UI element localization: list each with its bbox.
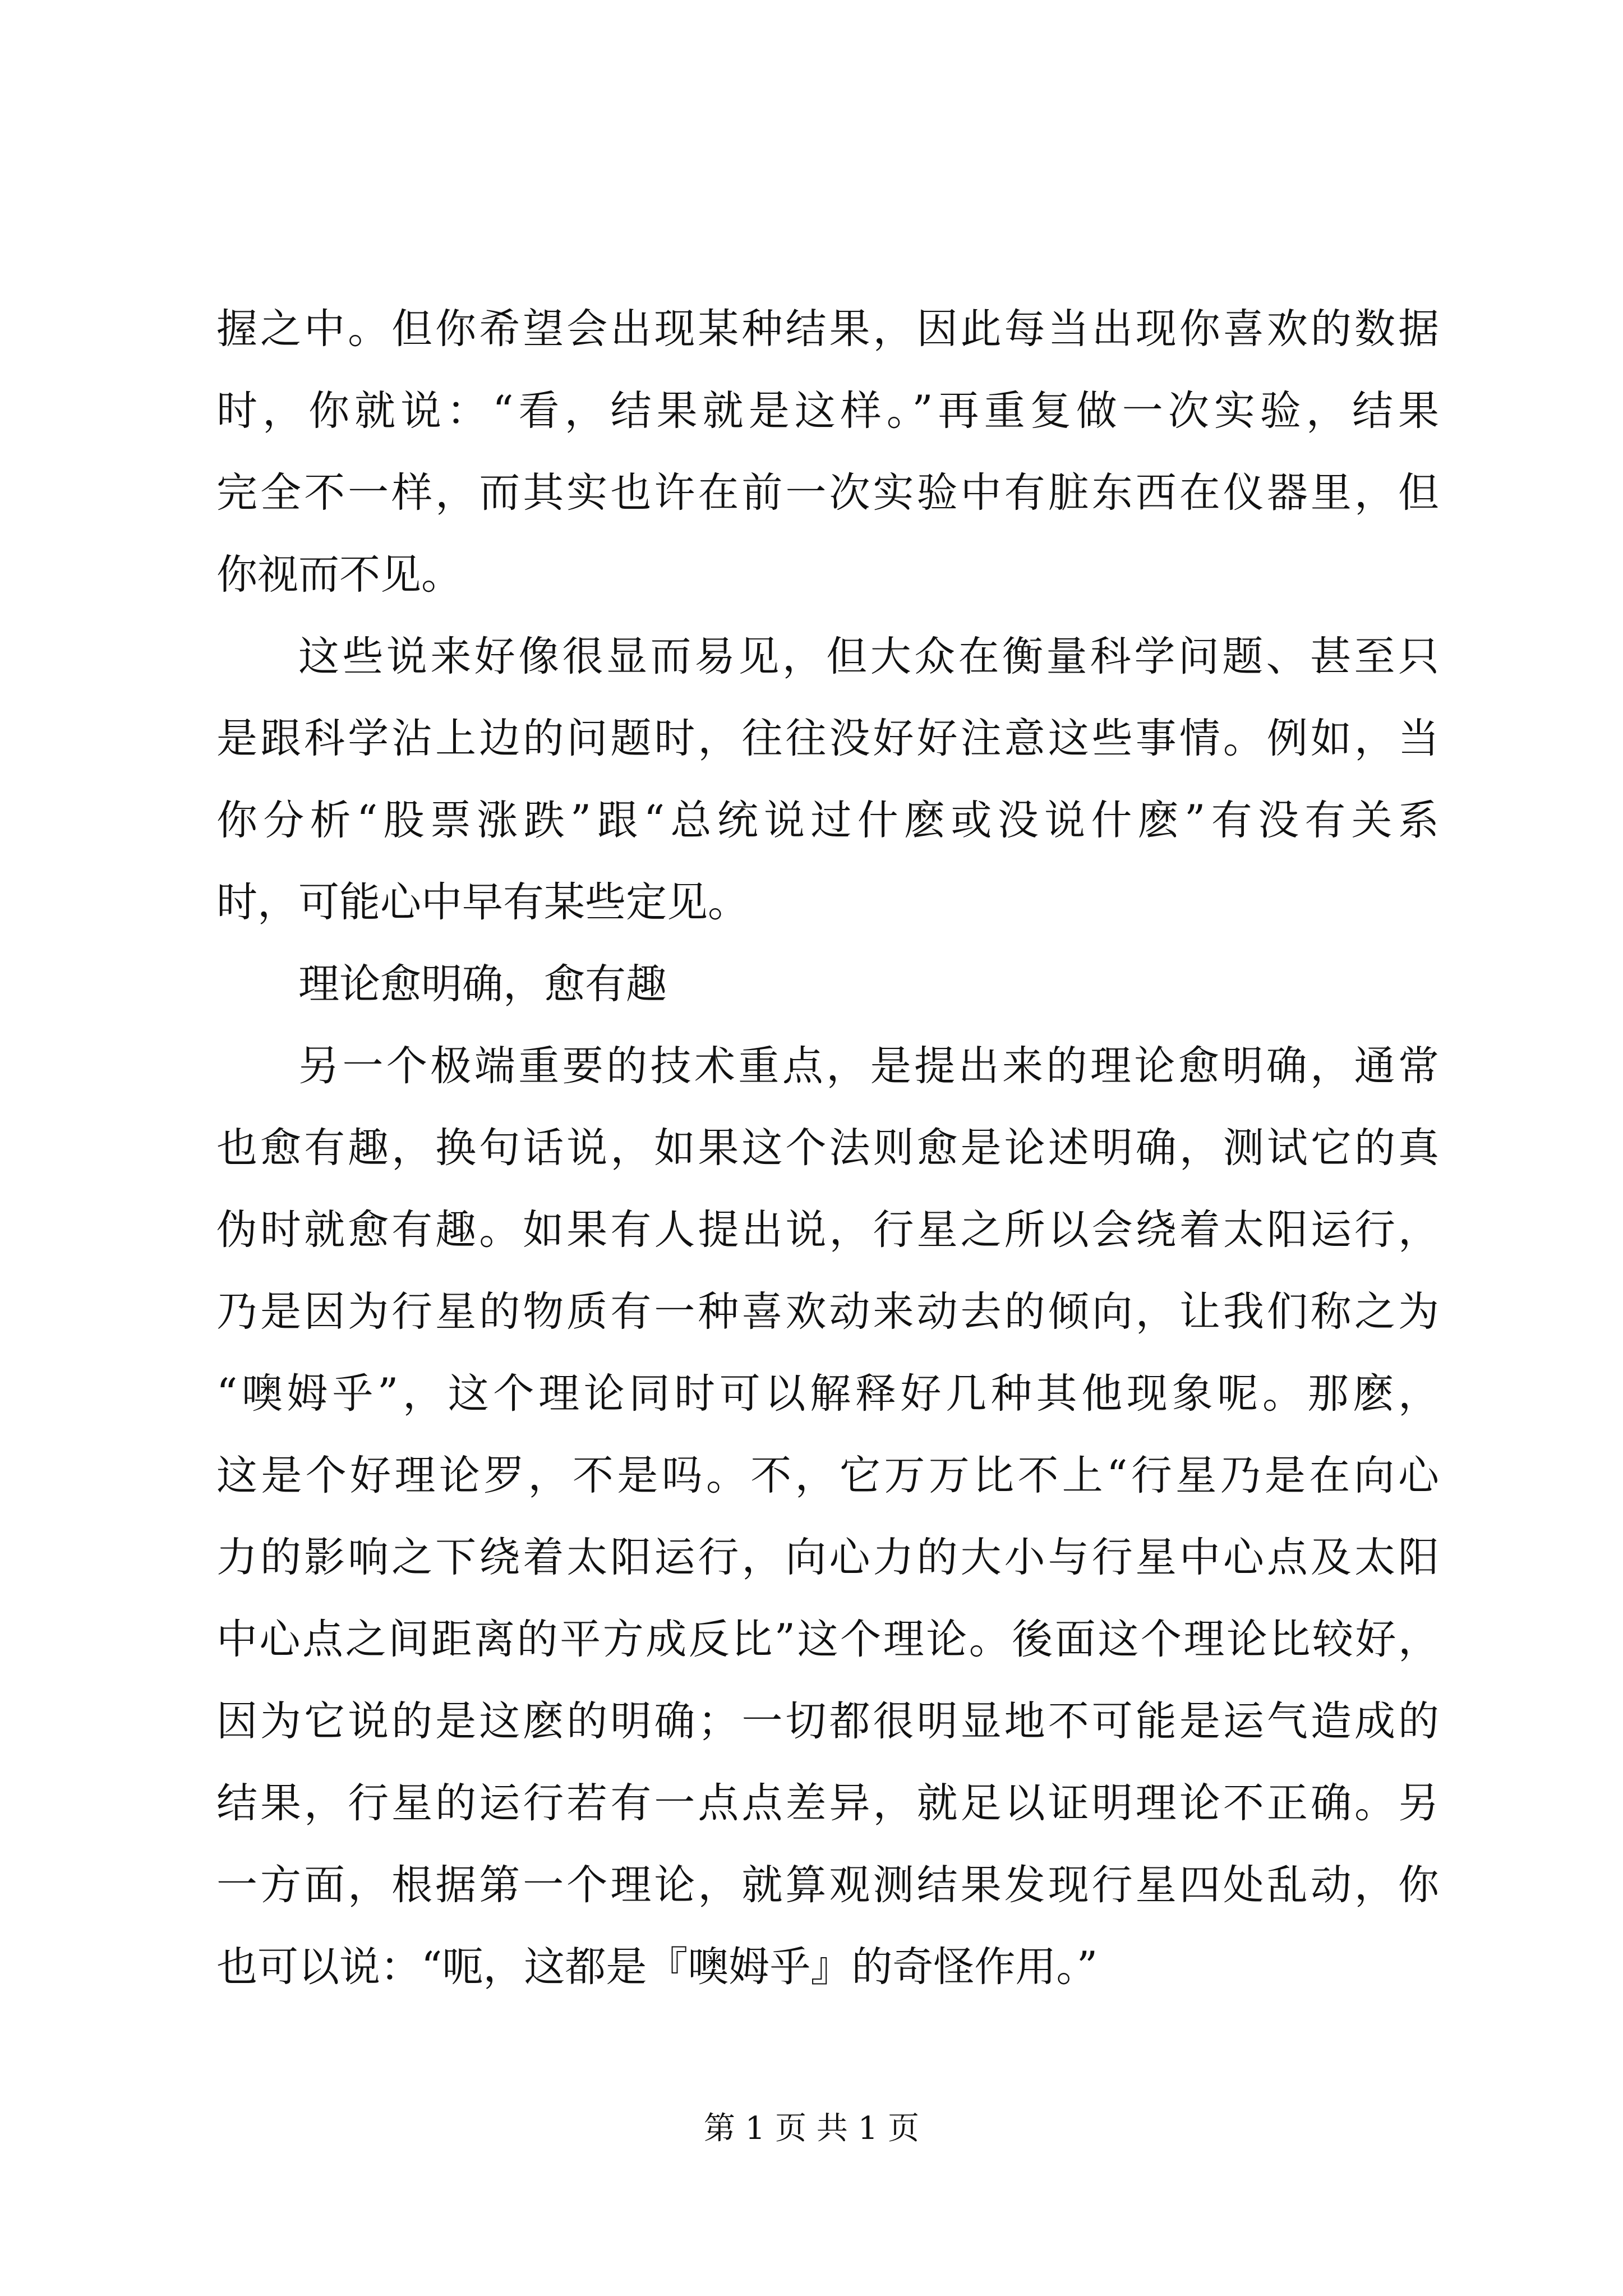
text-line: 另一个极端重要的技术重点，是提出来的理论愈明确，通常 [298,1042,1439,1090]
document-body [216,288,1439,2008]
text-line: 中心点之间距离的平方成反比”这个理论。後面这个理论比较好， [216,1616,1439,1663]
text-line: 结果，行星的运行若有一点点差异，就足以证明理论不正确。另 [216,1779,1439,1827]
text-line: 一方面，根据第一个理论，就算观测结果发现行星四处乱动，你 [216,1861,1439,1909]
text-line: 握之中。但你希望会出现某种结果，因此每当出现你喜欢的数据 [216,305,1439,353]
text-line: 你视而不见。 [216,551,462,599]
text-line: “噢姆乎”，这个理论同时可以解释好几种其他现象呢。那麽， [216,1370,1439,1418]
page-number: 第 1 页 共 1 页 [703,2110,920,2147]
text-line: 你分析“股票涨跌”跟“总统说过什麽或没说什麽”有没有关系 [216,797,1439,844]
text-line: 这是个好理论罗，不是吗。不，它万万比不上“行星乃是在向心 [216,1452,1439,1499]
text-line: 力的影响之下绕着太阳运行，向心力的大小与行星中心点及太阳 [216,1534,1439,1581]
text-line: 完全不一样，而其实也许在前一次实验中有脏东西在仪器里，但 [216,469,1439,517]
text-line: 也愈有趣，换句话说，如果这个法则愈是论述明确，测试它的真 [216,1124,1439,1172]
section-heading: 理论愈明确，愈有趣 [298,960,667,1008]
text-line: 时，可能心中早有某些定见。 [216,878,749,926]
text-line: 伪时就愈有趣。如果有人提出说，行星之所以会绕着太阳运行， [216,1206,1439,1254]
page-footer [0,2106,1623,2151]
text-line: 时，你就说：“看，结果就是这样。”再重复做一次实验，结果 [216,387,1439,435]
text-line: 因为它说的是这麽的明确；一切都很明显地不可能是运气造成的 [216,1697,1439,1745]
text-line: 乃是因为行星的物质有一种喜欢动来动去的倾向，让我们称之为 [216,1288,1439,1336]
text-line: 是跟科学沾上边的问题时，往往没好好注意这些事情。例如，当 [216,715,1439,762]
text-line: 这些说来好像很显而易见，但大众在衡量科学问题、甚至只 [298,633,1439,680]
text-line: 也可以说：“呃，这都是『噢姆乎』的奇怪作用。” [216,1943,1098,1991]
